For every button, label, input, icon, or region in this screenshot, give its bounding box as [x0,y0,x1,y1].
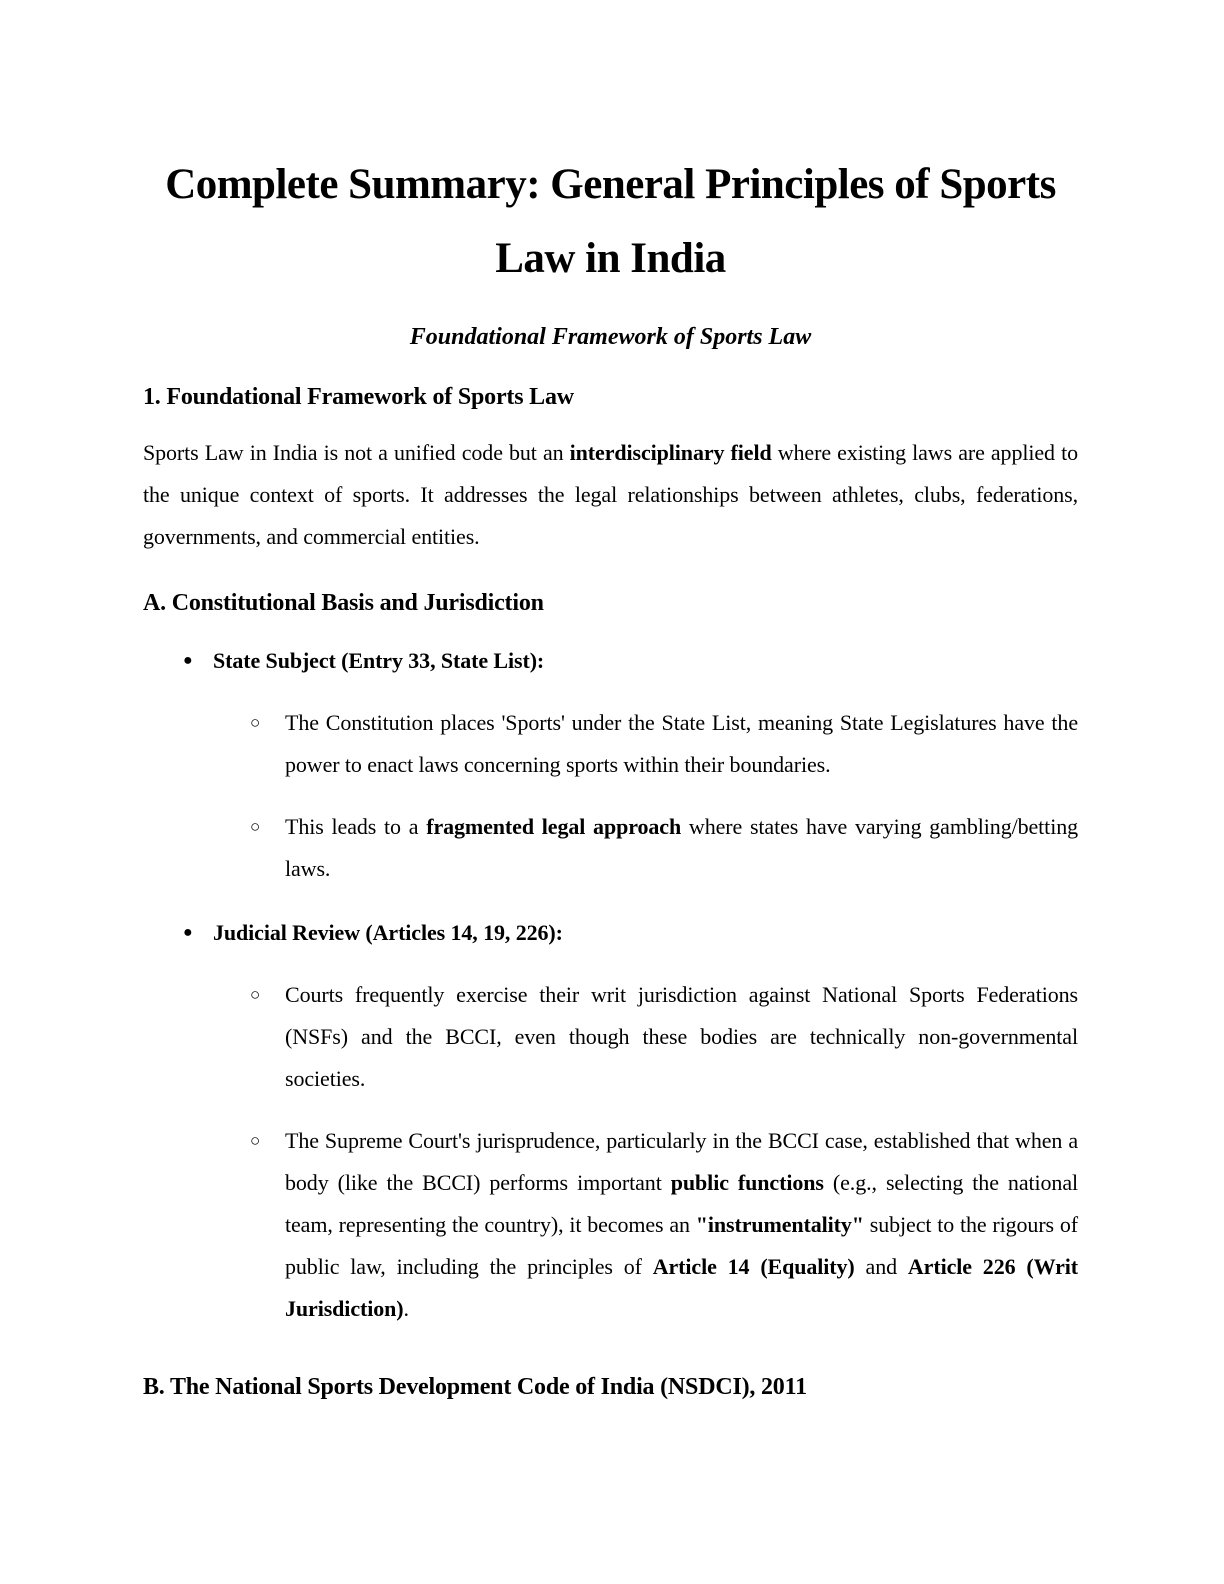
filled-bullet-icon: ● [183,652,193,669]
text-run: The Supreme Court's jurisprudence, particularly in the BCCI case, established that when a body (like the BCCI) performs important [285,1128,1078,1195]
list-item-label: Judicial Review (Articles 14, 19, 226): [213,920,563,945]
text-run: Article 226 (Writ Jurisdiction) [285,1254,1079,1321]
text-run: interdisciplinary field [569,440,772,465]
heading-constitutional-basis: A. Constitutional Basis and Jurisdiction [143,590,544,616]
text-run: This leads to a [285,814,427,839]
text-run: (e.g., selecting the national team, representing the country), it becomes an [285,1170,1079,1237]
text-run: and [854,1254,908,1279]
document-title-line2: Law in India [495,235,726,282]
list-item-label: State Subject (Entry 33, State List): [213,648,545,673]
text-run: fragmented legal approach [426,814,682,839]
heading-foundational-framework: 1. Foundational Framework of Sports Law [143,384,574,410]
hollow-bullet-icon: ○ [250,817,261,836]
text-run: . [403,1296,409,1321]
list-item-judicial-review [143,912,1078,954]
hollow-bullet-icon: ○ [250,713,261,732]
list-subitem-fragmented-legal [143,806,1078,890]
text-run: Courts frequently exercise their writ jurisdiction against National Sports Federations (NSFs) and the BCCI, even though these bodies are technically non-governmental societies. [285,982,1078,1091]
text-run: The Constitution places 'Sports' under the State List, meaning State Legislatures have the power to enact laws concerning sports within their boundaries. [285,710,1078,777]
document-title [143,148,1078,296]
text-run: public functions [670,1170,824,1195]
text-run: where existing laws are applied to the unique context of sports. It addresses the legal relationships between athletes, clubs, federations, governments, and commercial entities. [143,440,1079,549]
list-subitem-text [285,974,1078,1100]
list-item-state-subject [143,640,1078,682]
document-subtitle: Foundational Framework of Sports Law [409,324,812,350]
heading-nsdci: B. The National Sports Development Code of India (NSDCI), 2011 [143,1374,807,1400]
list-subitem-courts-writ [143,974,1078,1100]
document-title-line1: Complete Summary: General Principles of Sports [165,161,1056,208]
list-subitem-text [285,1120,1078,1330]
text-run: Article 14 (Equality) [652,1254,855,1279]
filled-bullet-icon: ● [183,924,193,941]
list-subitem-supreme-court [143,1120,1078,1330]
text-run: subject to the rigours of public law, including the principles of [285,1212,1078,1279]
text-run: where states have varying gambling/betting laws. [285,814,1079,881]
hollow-bullet-icon: ○ [250,1131,261,1150]
list-subitem-text [285,702,1078,786]
list-subitem-text [285,806,1078,890]
text-run: "instrumentality" [695,1212,864,1237]
intro-paragraph [143,432,1078,558]
hollow-bullet-icon: ○ [250,985,261,1004]
list-subitem-constitution-places [143,702,1078,786]
text-run: Sports Law in India is not a unified code but an [143,440,570,465]
